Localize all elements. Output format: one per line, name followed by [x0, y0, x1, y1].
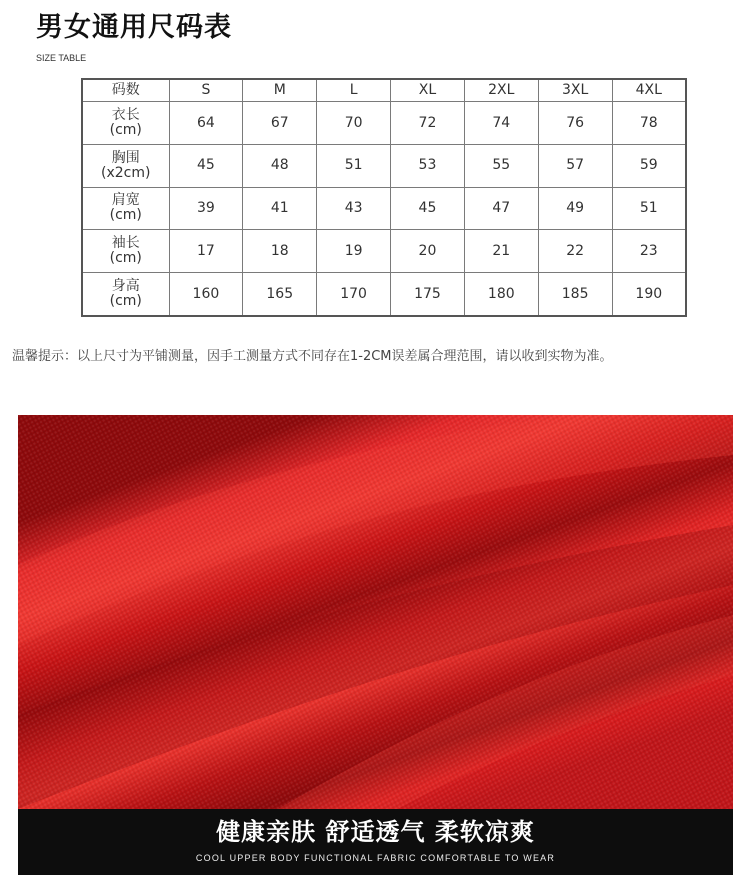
table-cell: 51 — [612, 187, 686, 230]
row-label-name: 衣长 — [111, 107, 140, 124]
row-label-name: 肩宽 — [111, 192, 140, 209]
table-cell: 78 — [612, 102, 686, 145]
table-cell: 49 — [538, 187, 612, 230]
table-cell: 21 — [464, 230, 538, 273]
table-cell: 160 — [169, 273, 243, 316]
size-notice: 温馨提示：以上尺寸为平铺测量，因手工测量方式不同存在1-2CM误差属合理范围，请以收到实物为准。 — [12, 349, 613, 364]
table-cell: 17 — [169, 230, 243, 273]
table-cell: 72 — [391, 102, 465, 145]
fabric-closeup-image — [18, 415, 733, 809]
size-label: M — [243, 79, 317, 102]
table-cell: 165 — [243, 273, 317, 316]
fabric-weave — [18, 415, 733, 809]
table-cell: 180 — [464, 273, 538, 316]
page-title: 男女通用尺码表 — [36, 12, 232, 43]
table-row-sleeve — [82, 230, 686, 273]
row-label — [82, 144, 169, 187]
size-header-label: 码数 — [82, 79, 169, 102]
size-label: L — [317, 79, 391, 102]
table-cell: 70 — [317, 102, 391, 145]
table-cell: 43 — [317, 187, 391, 230]
table-cell: 41 — [243, 187, 317, 230]
table-row-height — [82, 273, 686, 316]
table-row-length — [82, 102, 686, 145]
row-label — [82, 230, 169, 273]
row-label-unit: (cm) — [109, 207, 142, 224]
fabric-texture — [18, 415, 733, 809]
row-label-unit: (cm) — [109, 122, 142, 139]
table-cell: 57 — [538, 144, 612, 187]
table-cell: 23 — [612, 230, 686, 273]
table-cell: 64 — [169, 102, 243, 145]
table-cell: 59 — [612, 144, 686, 187]
row-label — [82, 102, 169, 145]
table-cell: 51 — [317, 144, 391, 187]
row-label — [82, 273, 169, 316]
table-cell: 190 — [612, 273, 686, 316]
row-label — [82, 187, 169, 230]
table-cell: 45 — [391, 187, 465, 230]
table-cell: 48 — [243, 144, 317, 187]
size-header-row — [82, 79, 686, 102]
table-cell: 22 — [538, 230, 612, 273]
row-label-unit: (cm) — [109, 250, 142, 267]
table-cell: 20 — [391, 230, 465, 273]
row-label-name: 身高 — [111, 278, 140, 295]
size-label: 3XL — [538, 79, 612, 102]
row-label-unit: (cm) — [109, 293, 142, 310]
row-label-unit: (x2cm) — [101, 164, 151, 181]
table-row-shoulder — [82, 187, 686, 230]
table-cell: 39 — [169, 187, 243, 230]
size-label: XL — [391, 79, 465, 102]
table-cell: 53 — [391, 144, 465, 187]
size-label: 2XL — [464, 79, 538, 102]
table-cell: 55 — [464, 144, 538, 187]
table-cell: 175 — [391, 273, 465, 316]
feature-banner — [18, 809, 733, 875]
banner-subtitle: COOL UPPER BODY FUNCTIONAL FABRIC COMFORTABLE TO WEAR — [195, 853, 556, 863]
table-cell: 74 — [464, 102, 538, 145]
row-label-name: 袖长 — [111, 235, 140, 252]
table-cell: 170 — [317, 273, 391, 316]
size-table — [81, 78, 687, 317]
table-cell: 18 — [243, 230, 317, 273]
size-label: 4XL — [612, 79, 686, 102]
page-subtitle: SIZE TABLE — [36, 53, 87, 63]
size-label: S — [169, 79, 243, 102]
table-row-chest — [82, 144, 686, 187]
table-cell: 19 — [317, 230, 391, 273]
row-label-name: 胸围 — [111, 149, 140, 166]
banner-title: 健康亲肤 舒适透气 柔软凉爽 — [216, 818, 535, 846]
table-cell: 67 — [243, 102, 317, 145]
table-cell: 76 — [538, 102, 612, 145]
table-cell: 45 — [169, 144, 243, 187]
table-cell: 47 — [464, 187, 538, 230]
table-cell: 185 — [538, 273, 612, 316]
